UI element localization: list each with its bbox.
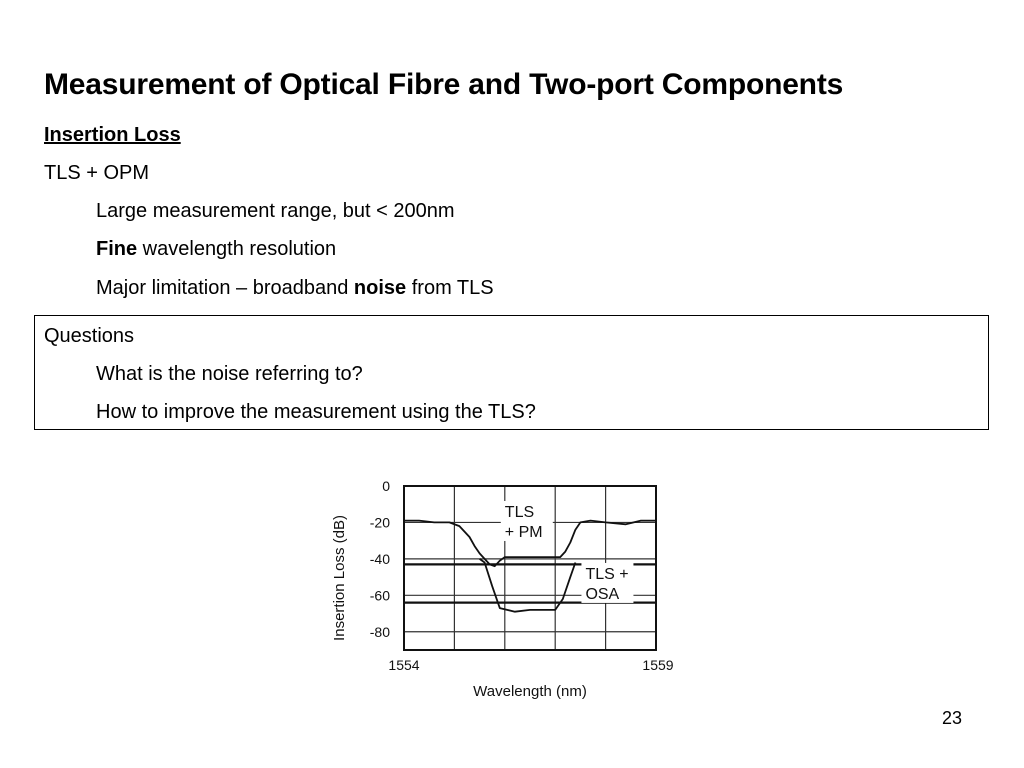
bullet-resolution-bold: Fine <box>96 238 138 260</box>
x-tick-label: 1554 <box>388 657 420 673</box>
bullet-limitation-bold: noise <box>353 277 407 299</box>
questions-heading: Questions <box>44 325 135 347</box>
annotation-label-1: TLS <box>504 503 535 521</box>
x-tick-label: 1559 <box>642 657 674 673</box>
y-axis-label: Insertion Loss (dB) <box>331 515 348 641</box>
y-tick-label: -80 <box>369 623 390 640</box>
bullet-limitation <box>96 277 494 300</box>
questions-box <box>34 315 989 430</box>
annotation-label-1: + PM <box>504 523 543 541</box>
y-tick-label: -20 <box>369 514 390 531</box>
y-tick-label: 0 <box>382 478 390 494</box>
bullet-resolution-text: wavelength resolution <box>137 238 337 260</box>
bullet-limitation-pre: Major limitation – broadband <box>96 277 354 299</box>
setup-label: TLS + OPM <box>44 162 150 184</box>
bullet-range: Large measurement range, but < 200nm <box>96 200 455 222</box>
bullet-limitation-post: from TLS <box>406 277 494 299</box>
chart-svg <box>320 462 680 706</box>
annotation-label-2: OSA <box>585 585 620 603</box>
insertion-loss-chart <box>320 462 680 706</box>
bullet-resolution <box>96 238 336 261</box>
y-tick-label: -40 <box>369 550 390 567</box>
question-2: How to improve the measurement using the TLS? <box>96 401 536 423</box>
x-axis-label: Wavelength (nm) <box>473 683 587 700</box>
question-1: What is the noise referring to? <box>96 363 363 385</box>
page-number: 23 <box>941 708 962 728</box>
y-tick-label: -60 <box>369 587 390 604</box>
section-heading: Insertion Loss <box>44 124 181 146</box>
slide-title: Measurement of Optical Fibre and Two-port Components <box>44 68 844 101</box>
annotation-label-2: TLS + <box>585 565 629 583</box>
